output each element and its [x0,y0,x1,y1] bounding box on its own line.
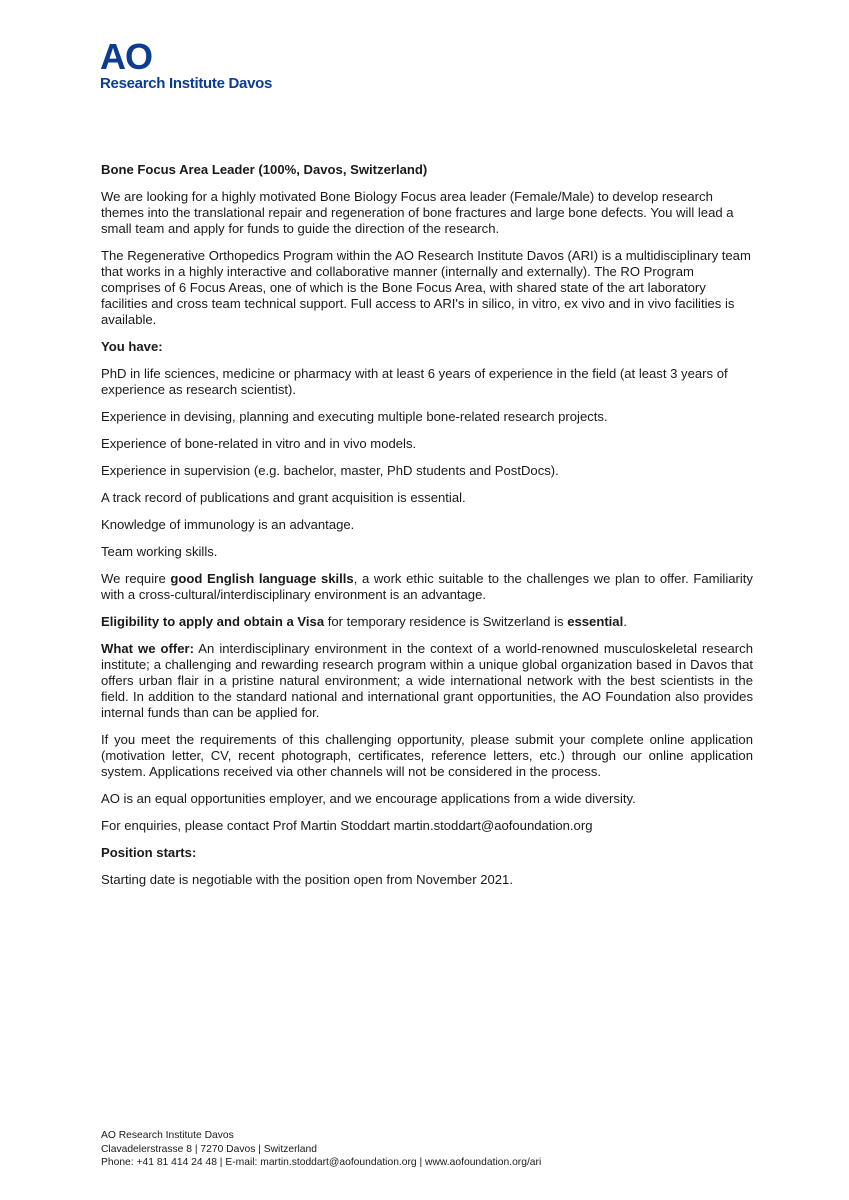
english-post: , a work ethic suitable to the challenges we plan to offer. Familiarity with a cross-cultural/interdisciplinary environment is an advantage. [101,571,753,602]
requirement-item: Experience in supervision (e.g. bachelor, master, PhD students and PostDocs). [101,463,559,478]
document-body [101,162,753,899]
offer-text: An interdisciplinary environment in the context of a world-renowned musculoskeletal research institute; a challenging and rewarding research program within a unique global organization based in Davos that offers urban flair in a pristine natural environment; a wide international network with the best scientists in the field. In addition to the standard national and international grant opportunities, the AO Foundation also provides internal funds than can be applied for. [101,641,754,720]
requirement-item: A track record of publications and grant acquisition is essential. [101,490,466,505]
offer-paragraph [101,641,753,721]
visa-bold: Eligibility to apply and obtain a Visa [101,614,325,629]
logo-institute-text: Research Institute Davos [100,75,273,92]
visa-essential: essential [567,614,624,629]
english-bold: good English language skills [170,571,354,586]
logo-ao-text: AO [100,36,152,77]
requirement-item: Experience in devising, planning and executing multiple bone-related research projects. [101,409,608,424]
footer-line-1: AO Research Institute Davos [101,1130,234,1141]
position-starts-text: Starting date is negotiable with the position open from November 2021. [101,872,513,887]
intro-paragraph-2: The Regenerative Orthopedics Program within the AO Research Institute Davos (ARI) is a multidisciplinary team that works in a highly interactive and collaborative manner (internally and externally). The RO Program comprises of 6 Focus Areas, one of which is the Bone Focus Area, with shared state of the art laboratory facilities and cross team technical support. Full access to ARI's in silico, in vitro, ex vivo and in vivo facilities is available. [101,248,751,327]
equal-opportunity-paragraph: AO is an equal opportunities employer, and we encourage applications from a wide diversity. [101,791,636,806]
page-title: Bone Focus Area Leader (100%, Davos, Switzerland) [101,162,428,177]
visa-paragraph [101,614,753,630]
requirement-item: Knowledge of immunology is an advantage. [101,517,355,532]
requirement-item: Team working skills. [101,544,218,559]
position-starts-heading: Position starts: [101,845,197,860]
footer-line-2: Clavadelerstrasse 8 | 7270 Davos | Switzerland [101,1143,317,1155]
requirements-heading: You have: [101,339,163,354]
footer-line-3: Phone: +41 81 414 24 48 | E-mail: martin.stoddart@aofoundation.org | www.aofoundation.org/ari [101,1157,542,1168]
english-pre: We require [101,571,171,586]
enquiries-paragraph: For enquiries, please contact Prof Martin Stoddart martin.stoddart@aofoundation.org [101,818,593,833]
footer [101,1129,541,1170]
offer-label: What we offer: [101,641,194,656]
requirement-item: Experience of bone-related in vitro and in vivo models. [101,436,417,451]
visa-middle: for temporary residence is Switzerland is [324,614,568,629]
visa-end: . [623,614,627,629]
english-paragraph [101,571,753,603]
requirement-item: PhD in life sciences, medicine or pharmacy with at least 6 years of experience in the field (at least 3 years of experience as research scientist). [101,366,728,397]
ao-logo [100,36,273,93]
intro-paragraph-1: We are looking for a highly motivated Bone Biology Focus area leader (Female/Male) to develop research themes into the translational repair and regeneration of bone fractures and large bone defects. You will lead a small team and apply for funds to guide the direction of the research. [101,189,734,236]
apply-paragraph: If you meet the requirements of this challenging opportunity, please submit your complete online application (motivation letter, CV, recent photograph, certificates, reference letters, etc.) through our online application system. Applications received via other channels will not be considered in the process. [101,732,753,779]
